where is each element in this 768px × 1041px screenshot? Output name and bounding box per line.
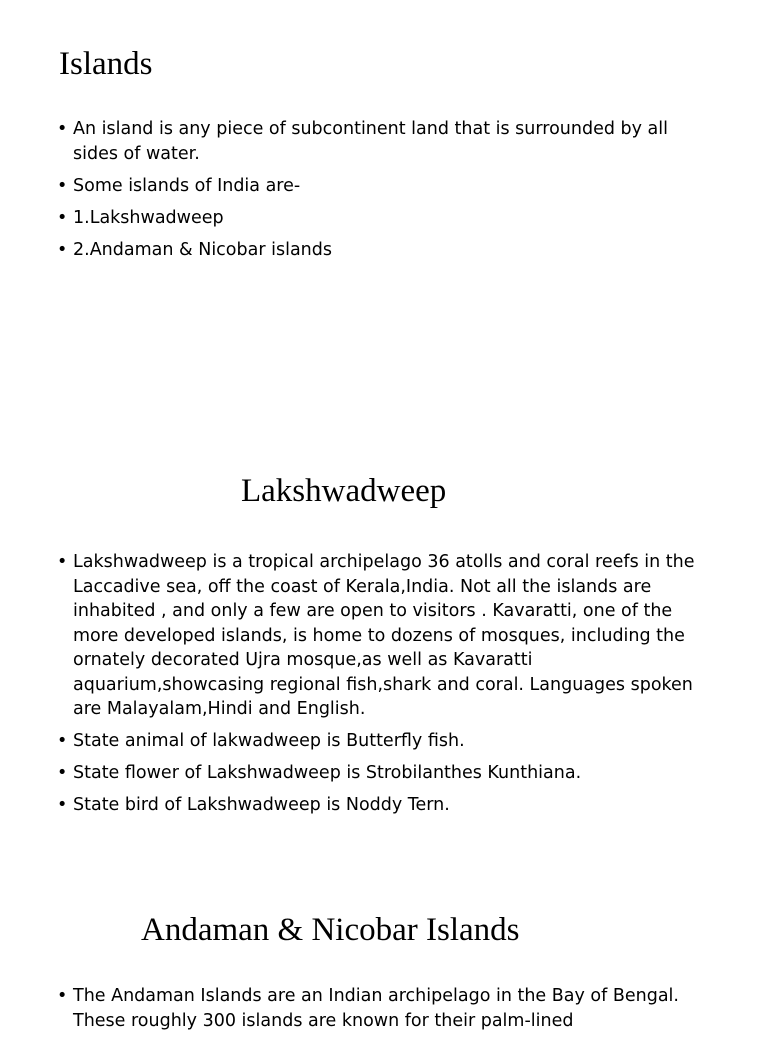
bullet-list (56, 550, 716, 825)
bullet-item (56, 984, 696, 1033)
bullet-icon: • (57, 731, 68, 751)
bullet-icon: • (57, 552, 68, 572)
bullet-text: Lakshwadweep is a tropical archipelago 36 atolls and coral reefs in the Laccadive sea, off the coast of Kerala,India. Not all the islands are inhabited , and only a few are open to visitors . Kavaratti, one of the more developed islands, is home to dozens of mosques, including the ornately decorated Ujra mosque,as well as Kavaratti aquarium,showcasing regional fish,shark and coral. Languages spoken are Malayalam,Hindi and English. (73, 552, 695, 719)
bullet-text: State bird of Lakshwadweep is Noddy Tern. (73, 795, 450, 815)
bullet-item (56, 729, 716, 754)
bullet-text: State animal of lakwadweep is Butterfly fish. (73, 731, 465, 751)
bullet-list (56, 984, 696, 1041)
bullet-item (56, 206, 716, 231)
bullet-text: An island is any piece of subcontinent land that is surrounded by all sides of water. (73, 119, 668, 164)
slide-title: Islands (59, 46, 153, 82)
bullet-list (56, 117, 716, 270)
slide-title: Lakshwadweep (241, 473, 447, 509)
slide-islands (0, 0, 768, 300)
bullet-text: State flower of Lakshwadweep is Strobilanthes Kunthiana. (73, 763, 582, 783)
bullet-icon: • (57, 986, 68, 1006)
bullet-item (56, 550, 716, 722)
bullet-icon: • (57, 207, 68, 228)
bullet-item (56, 238, 716, 263)
bullet-text: The Andaman Islands are an Indian archipelago in the Bay of Bengal. These roughly 300 islands are known for their palm-lined (73, 986, 679, 1031)
bullet-text: 1.Lakshwadweep (73, 207, 224, 228)
bullet-icon: • (57, 763, 68, 783)
bullet-text: Some islands of India are- (73, 175, 301, 196)
slide-andaman-nicobar (0, 900, 768, 1031)
bullet-icon: • (57, 175, 68, 196)
bullet-item (56, 117, 716, 166)
bullet-icon: • (57, 239, 68, 260)
bullet-item (56, 174, 716, 199)
slide-lakshwadweep (0, 460, 768, 860)
bullet-item (56, 793, 716, 818)
slide-title: Andaman & Nicobar Islands (141, 912, 520, 948)
bullet-icon: • (57, 119, 68, 139)
bullet-text: 2.Andaman & Nicobar islands (73, 239, 332, 260)
bullet-icon: • (57, 795, 68, 815)
bullet-item (56, 761, 716, 786)
